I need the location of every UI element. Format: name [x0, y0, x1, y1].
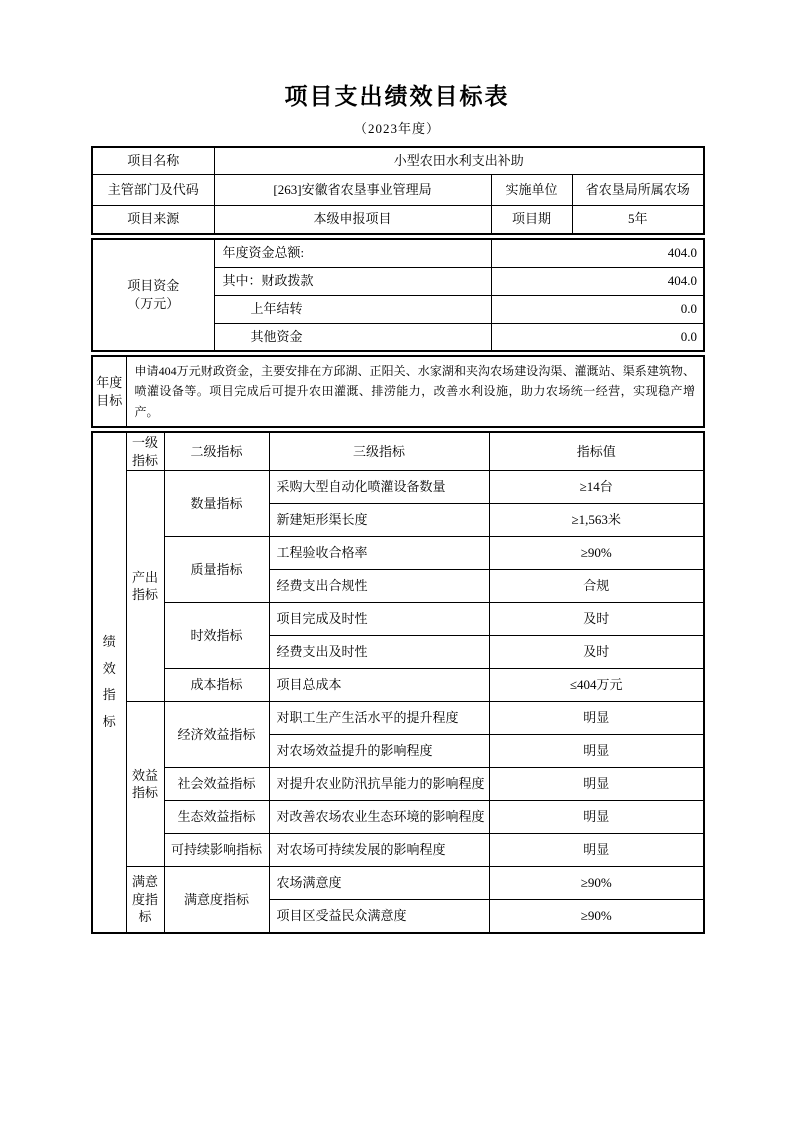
level2-group-cell: 可持续影响指标 [164, 834, 269, 867]
table-row [92, 205, 704, 234]
funds-total-value: 404.0 [491, 239, 704, 267]
value-cell: 及时 [489, 603, 704, 636]
level3-cell: 项目区受益民众满意度 [269, 900, 489, 933]
info-table [91, 146, 705, 235]
table-row [92, 603, 704, 636]
value-cell: ≥90% [489, 537, 704, 570]
goal-table [91, 355, 705, 428]
perf-side-label [92, 432, 126, 933]
level3-cell: 项目总成本 [269, 669, 489, 702]
value-cell: ≥90% [489, 900, 704, 933]
level3-cell: 对农场可持续发展的影响程度 [269, 834, 489, 867]
page-subtitle: （2023年度） [353, 121, 440, 136]
header-value: 指标值 [489, 432, 704, 471]
value-cell: 合规 [489, 570, 704, 603]
level3-cell: 经费支出及时性 [269, 636, 489, 669]
level3-cell: 对农场效益提升的影响程度 [269, 735, 489, 768]
value-cell: 明显 [489, 735, 704, 768]
dept-label: 主管部门及代码 [92, 174, 214, 205]
header-level2: 二级指标 [164, 432, 269, 471]
level2-group-cell: 满意度指标 [164, 867, 269, 933]
table-row [92, 239, 704, 267]
funds-other-value: 0.0 [491, 323, 704, 351]
level3-cell: 项目完成及时性 [269, 603, 489, 636]
funds-label [92, 239, 214, 351]
funds-total-label: 年度资金总额: [214, 239, 491, 267]
value-cell: ≤404万元 [489, 669, 704, 702]
header-level1: 一级指标 [126, 432, 164, 471]
period-value: 5年 [572, 205, 704, 234]
funds-carryover-label: 上年结转 [214, 295, 491, 323]
value-cell: ≥1,563米 [489, 504, 704, 537]
header-level3: 三级指标 [269, 432, 489, 471]
level3-cell: 对提升农业防汛抗旱能力的影响程度 [269, 768, 489, 801]
value-cell: 明显 [489, 834, 704, 867]
funds-carryover-value: 0.0 [491, 295, 704, 323]
level1-group-cell: 效益指标 [126, 702, 164, 867]
level3-cell: 采购大型自动化喷灌设备数量 [269, 471, 489, 504]
impl-unit-label: 实施单位 [491, 174, 572, 205]
value-cell: 明显 [489, 702, 704, 735]
project-name-label: 项目名称 [92, 147, 214, 174]
funds-other-label: 其他资金 [214, 323, 491, 351]
level2-group-cell: 数量指标 [164, 471, 269, 537]
level3-cell: 农场满意度 [269, 867, 489, 900]
level3-cell: 工程验收合格率 [269, 537, 489, 570]
funds-fiscal-label: 其中：财政拨款 [214, 267, 491, 295]
level1-group-cell: 产出指标 [126, 471, 164, 702]
level2-group-cell: 生态效益指标 [164, 801, 269, 834]
funds-table [91, 238, 705, 352]
level3-cell: 经费支出合规性 [269, 570, 489, 603]
goal-label: 年度目标 [92, 356, 126, 427]
level2-group-cell: 质量指标 [164, 537, 269, 603]
dept-value: [263]安徽省农垦事业管理局 [214, 174, 491, 205]
source-label: 项目来源 [92, 205, 214, 234]
level2-group-cell: 经济效益指标 [164, 702, 269, 768]
funds-label-line2: （万元） [127, 296, 180, 311]
value-cell: 明显 [489, 768, 704, 801]
table-row [92, 834, 704, 867]
project-name-value: 小型农田水利支出补助 [214, 147, 704, 174]
table-row [92, 471, 704, 504]
value-cell: ≥90% [489, 867, 704, 900]
goal-text: 申请404万元财政资金，主要安排在方邱湖、正阳关、水家湖和夹沟农场建设沟渠、灌溉站、渠系建筑物、喷灌设备等。项目完成后可提升农田灌溉、排涝能力，改善水利设施，助力农场统一经营，实现稳产增产。 [126, 356, 704, 427]
value-cell: ≥14台 [489, 471, 704, 504]
table-row [92, 669, 704, 702]
level2-group-cell: 成本指标 [164, 669, 269, 702]
table-row [92, 867, 704, 900]
value-cell: 及时 [489, 636, 704, 669]
table-row [92, 768, 704, 801]
level3-cell: 新建矩形渠长度 [269, 504, 489, 537]
level2-group-cell: 时效指标 [164, 603, 269, 669]
funds-fiscal-value: 404.0 [491, 267, 704, 295]
perf-side-label-text: 绩效指标 [102, 634, 116, 730]
value-cell: 明显 [489, 801, 704, 834]
tables-wrapper [91, 146, 703, 934]
impl-unit-value: 省农垦局所属农场 [572, 174, 704, 205]
perf-table [91, 431, 705, 934]
table-row [92, 356, 704, 427]
table-row [92, 174, 704, 205]
table-row [92, 702, 704, 735]
page-title: 项目支出绩效目标表 [284, 84, 510, 109]
table-row [92, 801, 704, 834]
table-row [92, 147, 704, 174]
table-row [92, 537, 704, 570]
level3-cell: 对职工生产生活水平的提升程度 [269, 702, 489, 735]
table-row [92, 432, 704, 471]
period-label: 项目期 [491, 205, 572, 234]
funds-label-line1: 项目资金 [127, 278, 180, 294]
level1-group-cell: 满意度指标 [126, 867, 164, 933]
source-value: 本级申报项目 [214, 205, 491, 234]
level3-cell: 对改善农场农业生态环境的影响程度 [269, 801, 489, 834]
level2-group-cell: 社会效益指标 [164, 768, 269, 801]
